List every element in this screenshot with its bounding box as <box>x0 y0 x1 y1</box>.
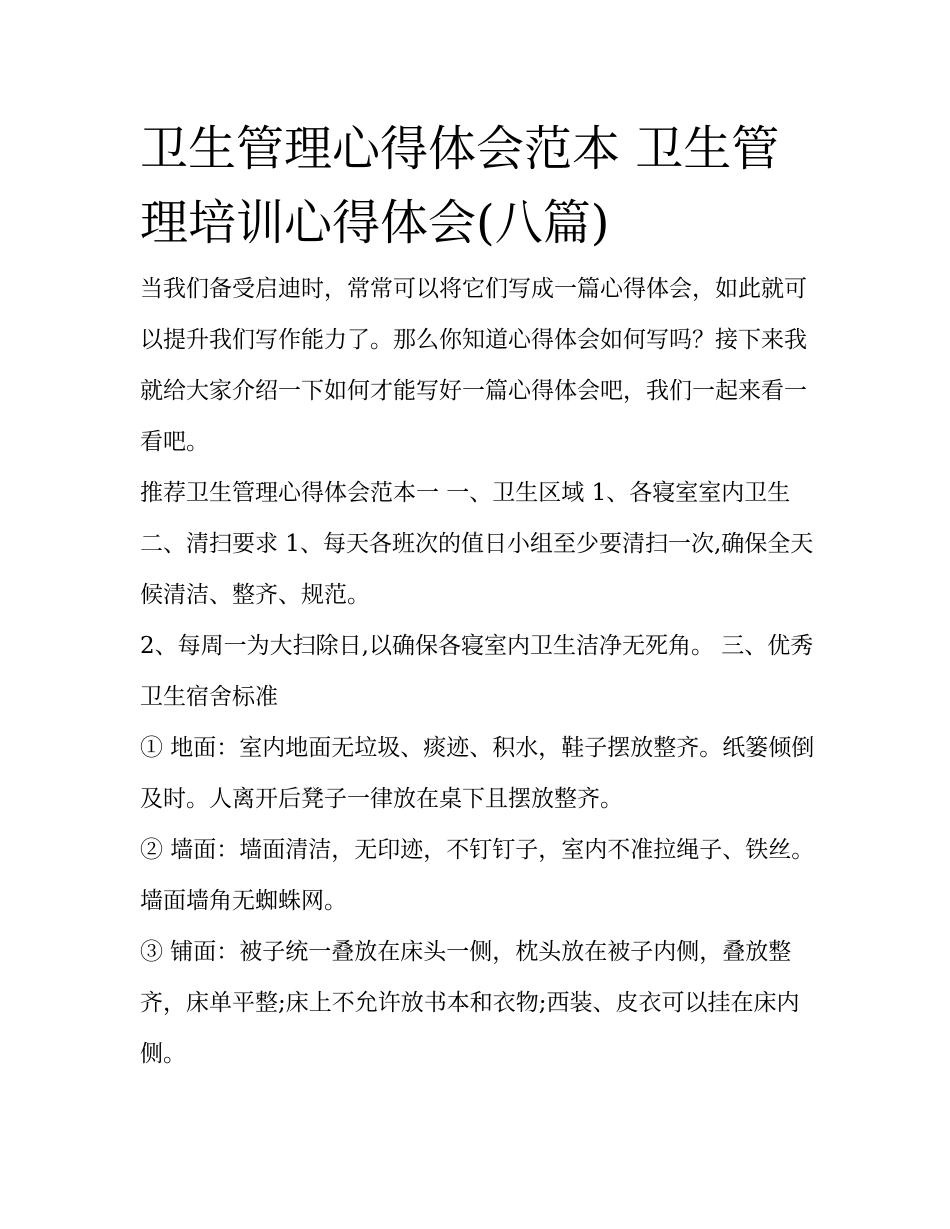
section-one-paragraph: 推荐卫生管理心得体会范本一 一、卫生区域 1、各寝室室内卫生 二、清扫要求 1、每天各班次的值日小组至少要清扫一次,确保全天候清洁、整齐、规范。 <box>140 480 814 608</box>
weekly-cleaning-paragraph: 2、每周一为大扫除日,以确保各寝室内卫生洁净无死角。 三、优秀卫生宿舍标准 <box>140 633 814 710</box>
floor-standard-paragraph: ① 地面：室内地面无垃圾、痰迹、积水，鞋子摆放整齐。纸篓倾倒及时。人离开后凳子一律放在桌下且摆放整齐。 <box>140 735 815 812</box>
bedding-standard-paragraph: ③ 铺面：被子统一叠放在床头一侧，枕头放在被子内侧，叠放整齐，床单平整;床上不允许放书本和衣物;西装、皮衣可以挂在床内侧。 <box>140 939 800 1067</box>
intro-paragraph: 当我们备受启迪时，常常可以将它们写成一篇心得体会，如此就可以提升我们写作能力了。那么你知道心得体会如何写吗？接下来我就给大家介绍一下如何才能写好一篇心得体会吧，我们一起来看一看吧。 <box>140 276 807 455</box>
wall-standard-paragraph: ② 墙面：墙面清洁，无印迹，不钉钉子，室内不准拉绳子、铁丝。墙面墙角无蜘蛛网。 <box>140 837 815 914</box>
document-title: 卫生管理心得体会范本 卫生管理培训心得体会(八篇) <box>140 121 780 251</box>
document-body <box>140 112 820 1080</box>
